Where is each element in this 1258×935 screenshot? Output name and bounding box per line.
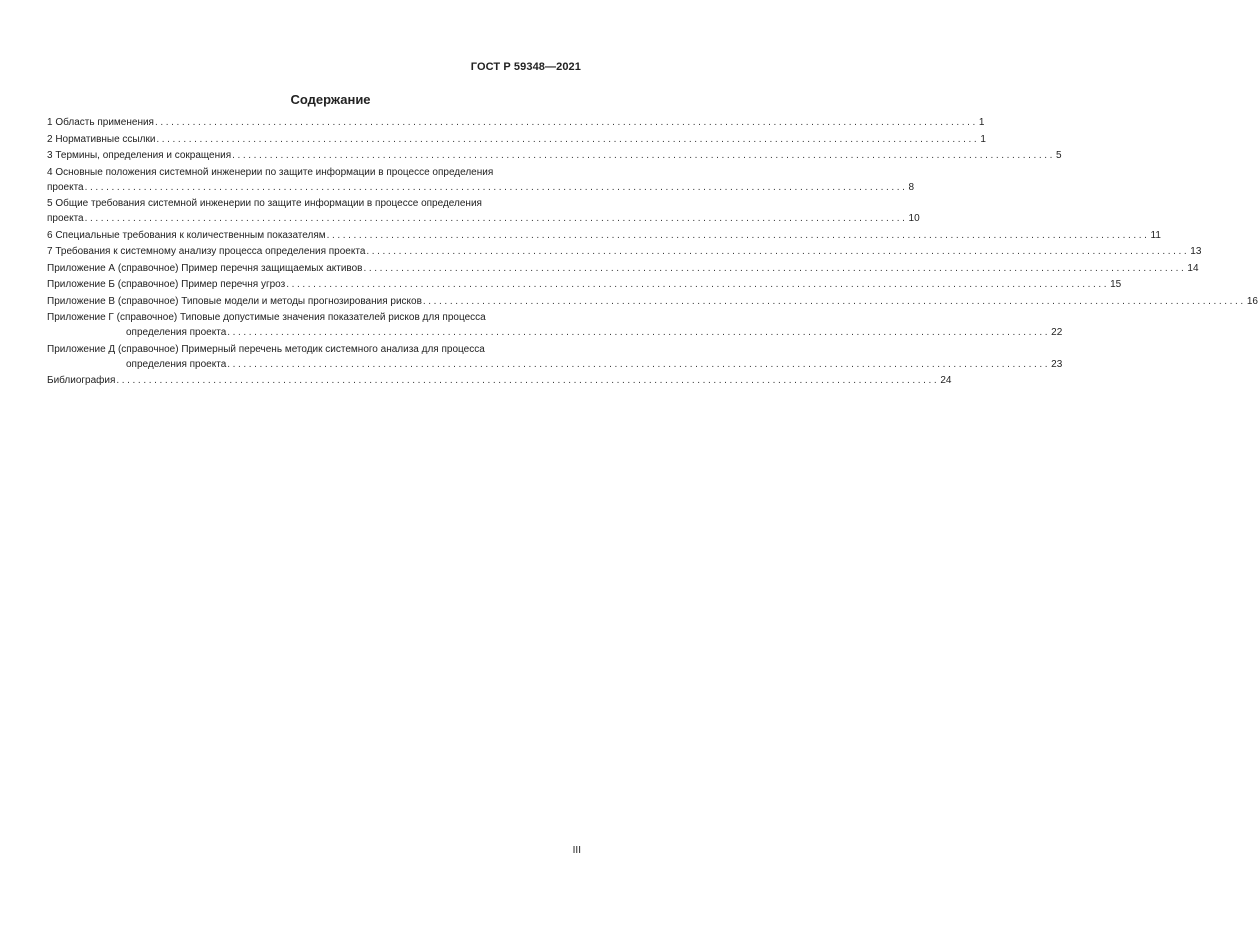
toc-entry-page: 14 [1187, 262, 1199, 274]
toc-entry-page: 13 [1190, 246, 1202, 257]
toc-entry-4[interactable] [47, 165, 915, 195]
toc-entry-appendix-a[interactable] [47, 261, 1199, 276]
toc-entry-text-line1: Приложение Г (справочное) Типовые допустимые значения показателей рисков для процесса [47, 312, 486, 323]
toc-entry-text-line1: 4 Основные положения системной инженерии по защите информации в процессе определения [47, 166, 494, 178]
toc-leader: ......................................................................................................................................................... [154, 117, 978, 128]
toc-entry-7[interactable] [47, 244, 1202, 259]
toc-entry-page: 10 [908, 213, 920, 224]
toc-entry-page: 15 [1110, 279, 1122, 290]
toc-leader: ......................................................................................................................................................... [156, 133, 980, 145]
toc-entry-text: Приложение А (справочное) Пример перечня защищаемых активов [47, 262, 363, 274]
toc-entry-page: 1 [980, 133, 986, 145]
toc-leader: ......................................................................................................................................................... [84, 213, 908, 224]
toc-entry-text: 3 Термины, определения и сокращения [47, 150, 232, 161]
toc-entry-3[interactable] [47, 148, 1062, 163]
toc-entry-text: Приложение В (справочное) Типовые модели и методы прогнозирования рисков [47, 295, 422, 307]
toc-leader: ......................................................................................................................................................... [326, 229, 1150, 241]
toc-entry-1[interactable] [47, 115, 985, 130]
toc-leader: ......................................................................................................................................................... [286, 279, 1110, 290]
toc-leader: ......................................................................................................................................................... [366, 246, 1190, 257]
toc-leader: ......................................................................................................................................................... [363, 262, 1187, 274]
toc-leader: ......................................................................................................................................................... [227, 327, 1051, 338]
document-code: ГОСТ Р 59348—2021 [470, 61, 581, 73]
toc-entry-appendix-v[interactable] [47, 294, 1258, 309]
toc-entry-page: 24 [940, 375, 952, 386]
page-number: III [572, 845, 581, 856]
toc-entry-page: 5 [1056, 150, 1062, 161]
toc-entry-text: Приложение Б (справочное) Пример перечня угроз [47, 279, 286, 290]
toc-entry-text: 7 Требования к системному анализу процесса определения проекта [47, 246, 366, 257]
toc-entry-text-line1: Приложение Д (справочное) Примерный перечень методик системного анализа для процесса [47, 343, 485, 355]
toc-leader: ......................................................................................................................................................... [227, 358, 1051, 370]
toc-entry-2[interactable] [47, 132, 986, 147]
toc-leader: ......................................................................................................................................................... [84, 181, 908, 193]
toc-leader: ......................................................................................................................................................... [422, 295, 1246, 307]
toc-entry-bibliography[interactable] [47, 373, 952, 388]
toc-entry-text: определения проекта [126, 358, 227, 370]
toc-title: Содержание [290, 92, 371, 107]
toc-entry-text: 1 Область применения [47, 117, 154, 128]
toc-entry-text: проекта [47, 213, 84, 224]
toc-entry-text-line1: 5 Общие требования системной инженерии по защите информации в процессе определения [47, 198, 482, 209]
table-of-contents [47, 115, 1258, 390]
toc-entry-text: проекта [47, 181, 84, 193]
toc-entry-5[interactable] [47, 196, 920, 226]
toc-leader: ......................................................................................................................................................... [116, 375, 940, 386]
toc-entry-text: 6 Специальные требования к количественным показателям [47, 229, 326, 241]
toc-entry-6[interactable] [47, 228, 1161, 243]
toc-entry-page: 23 [1051, 358, 1063, 370]
toc-entry-page: 8 [908, 181, 915, 193]
toc-leader: ......................................................................................................................................................... [232, 150, 1056, 161]
toc-entry-appendix-g[interactable] [47, 310, 1063, 340]
toc-entry-page: 1 [978, 117, 985, 128]
toc-entry-page: 16 [1246, 295, 1258, 307]
toc-entry-appendix-b[interactable] [47, 277, 1122, 292]
toc-entry-page: 11 [1150, 229, 1161, 241]
toc-entry-text: Библиография [47, 375, 116, 386]
toc-entry-text: 2 Нормативные ссылки [47, 133, 156, 145]
toc-entry-text: определения проекта [126, 327, 227, 338]
toc-entry-page: 22 [1051, 327, 1063, 338]
toc-entry-appendix-d[interactable] [47, 342, 1063, 372]
